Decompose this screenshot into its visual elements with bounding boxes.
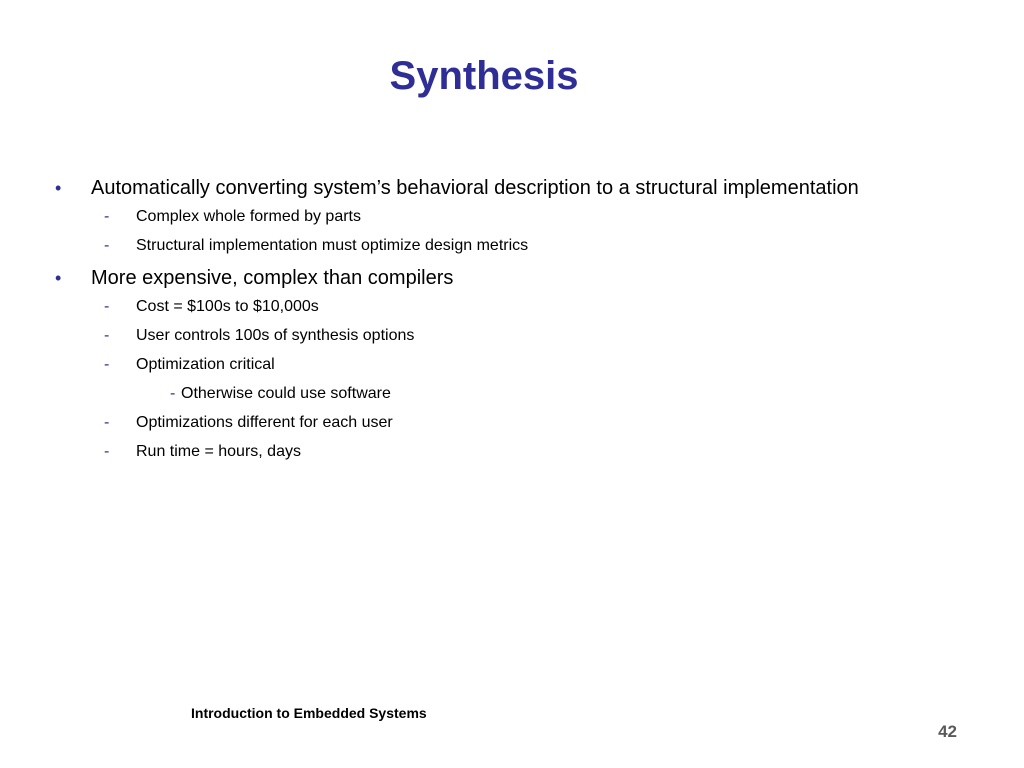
sub-bullet-marker: - [104,208,110,225]
sub-bullet-marker: - [104,356,110,373]
sub-bullet-text: Cost = $100s to $10,000s [136,298,319,315]
sub-bullet-text: Optimization critical [136,356,275,373]
sub-bullet-marker: - [104,237,110,254]
sub-bullet-marker: - [104,298,110,315]
bullet-item [0,174,1024,206]
sub-bullet-item [0,441,1024,470]
sub-bullet-item [0,206,1024,235]
sub-sub-bullet-marker: - [170,385,176,402]
sub-bullet-text: Run time = hours, days [136,443,301,460]
sub-bullet-marker: - [104,414,110,431]
bullet-item [0,264,1024,296]
sub-bullet-item [0,296,1024,325]
sub-sub-bullet-item [0,383,1024,412]
sub-bullet-marker: - [104,443,110,460]
sub-bullet-text: User controls 100s of synthesis options [136,327,415,344]
bullet-marker: • [55,268,62,288]
footer-text: Introduction to Embedded Systems [191,705,427,721]
sub-bullet-item [0,235,1024,264]
sub-sub-bullet-text: Otherwise could use software [181,385,391,402]
sub-bullet-marker: - [104,327,110,344]
sub-bullet-text: Optimizations different for each user [136,414,393,431]
bullet-text: More expensive, complex than compilers [91,267,454,289]
bullet-list [0,174,1024,470]
sub-bullet-text: Structural implementation must optimize design metrics [136,237,529,254]
sub-bullet-text: Complex whole formed by parts [136,208,361,225]
bullet-marker: • [55,178,62,198]
slide-title: Synthesis [389,54,579,98]
sub-bullet-item [0,354,1024,383]
bullet-text: Automatically converting system’s behavioral description to a structural implementation [91,177,859,199]
page-number: 42 [938,722,957,741]
sub-bullet-item [0,325,1024,354]
sub-bullet-item [0,412,1024,441]
